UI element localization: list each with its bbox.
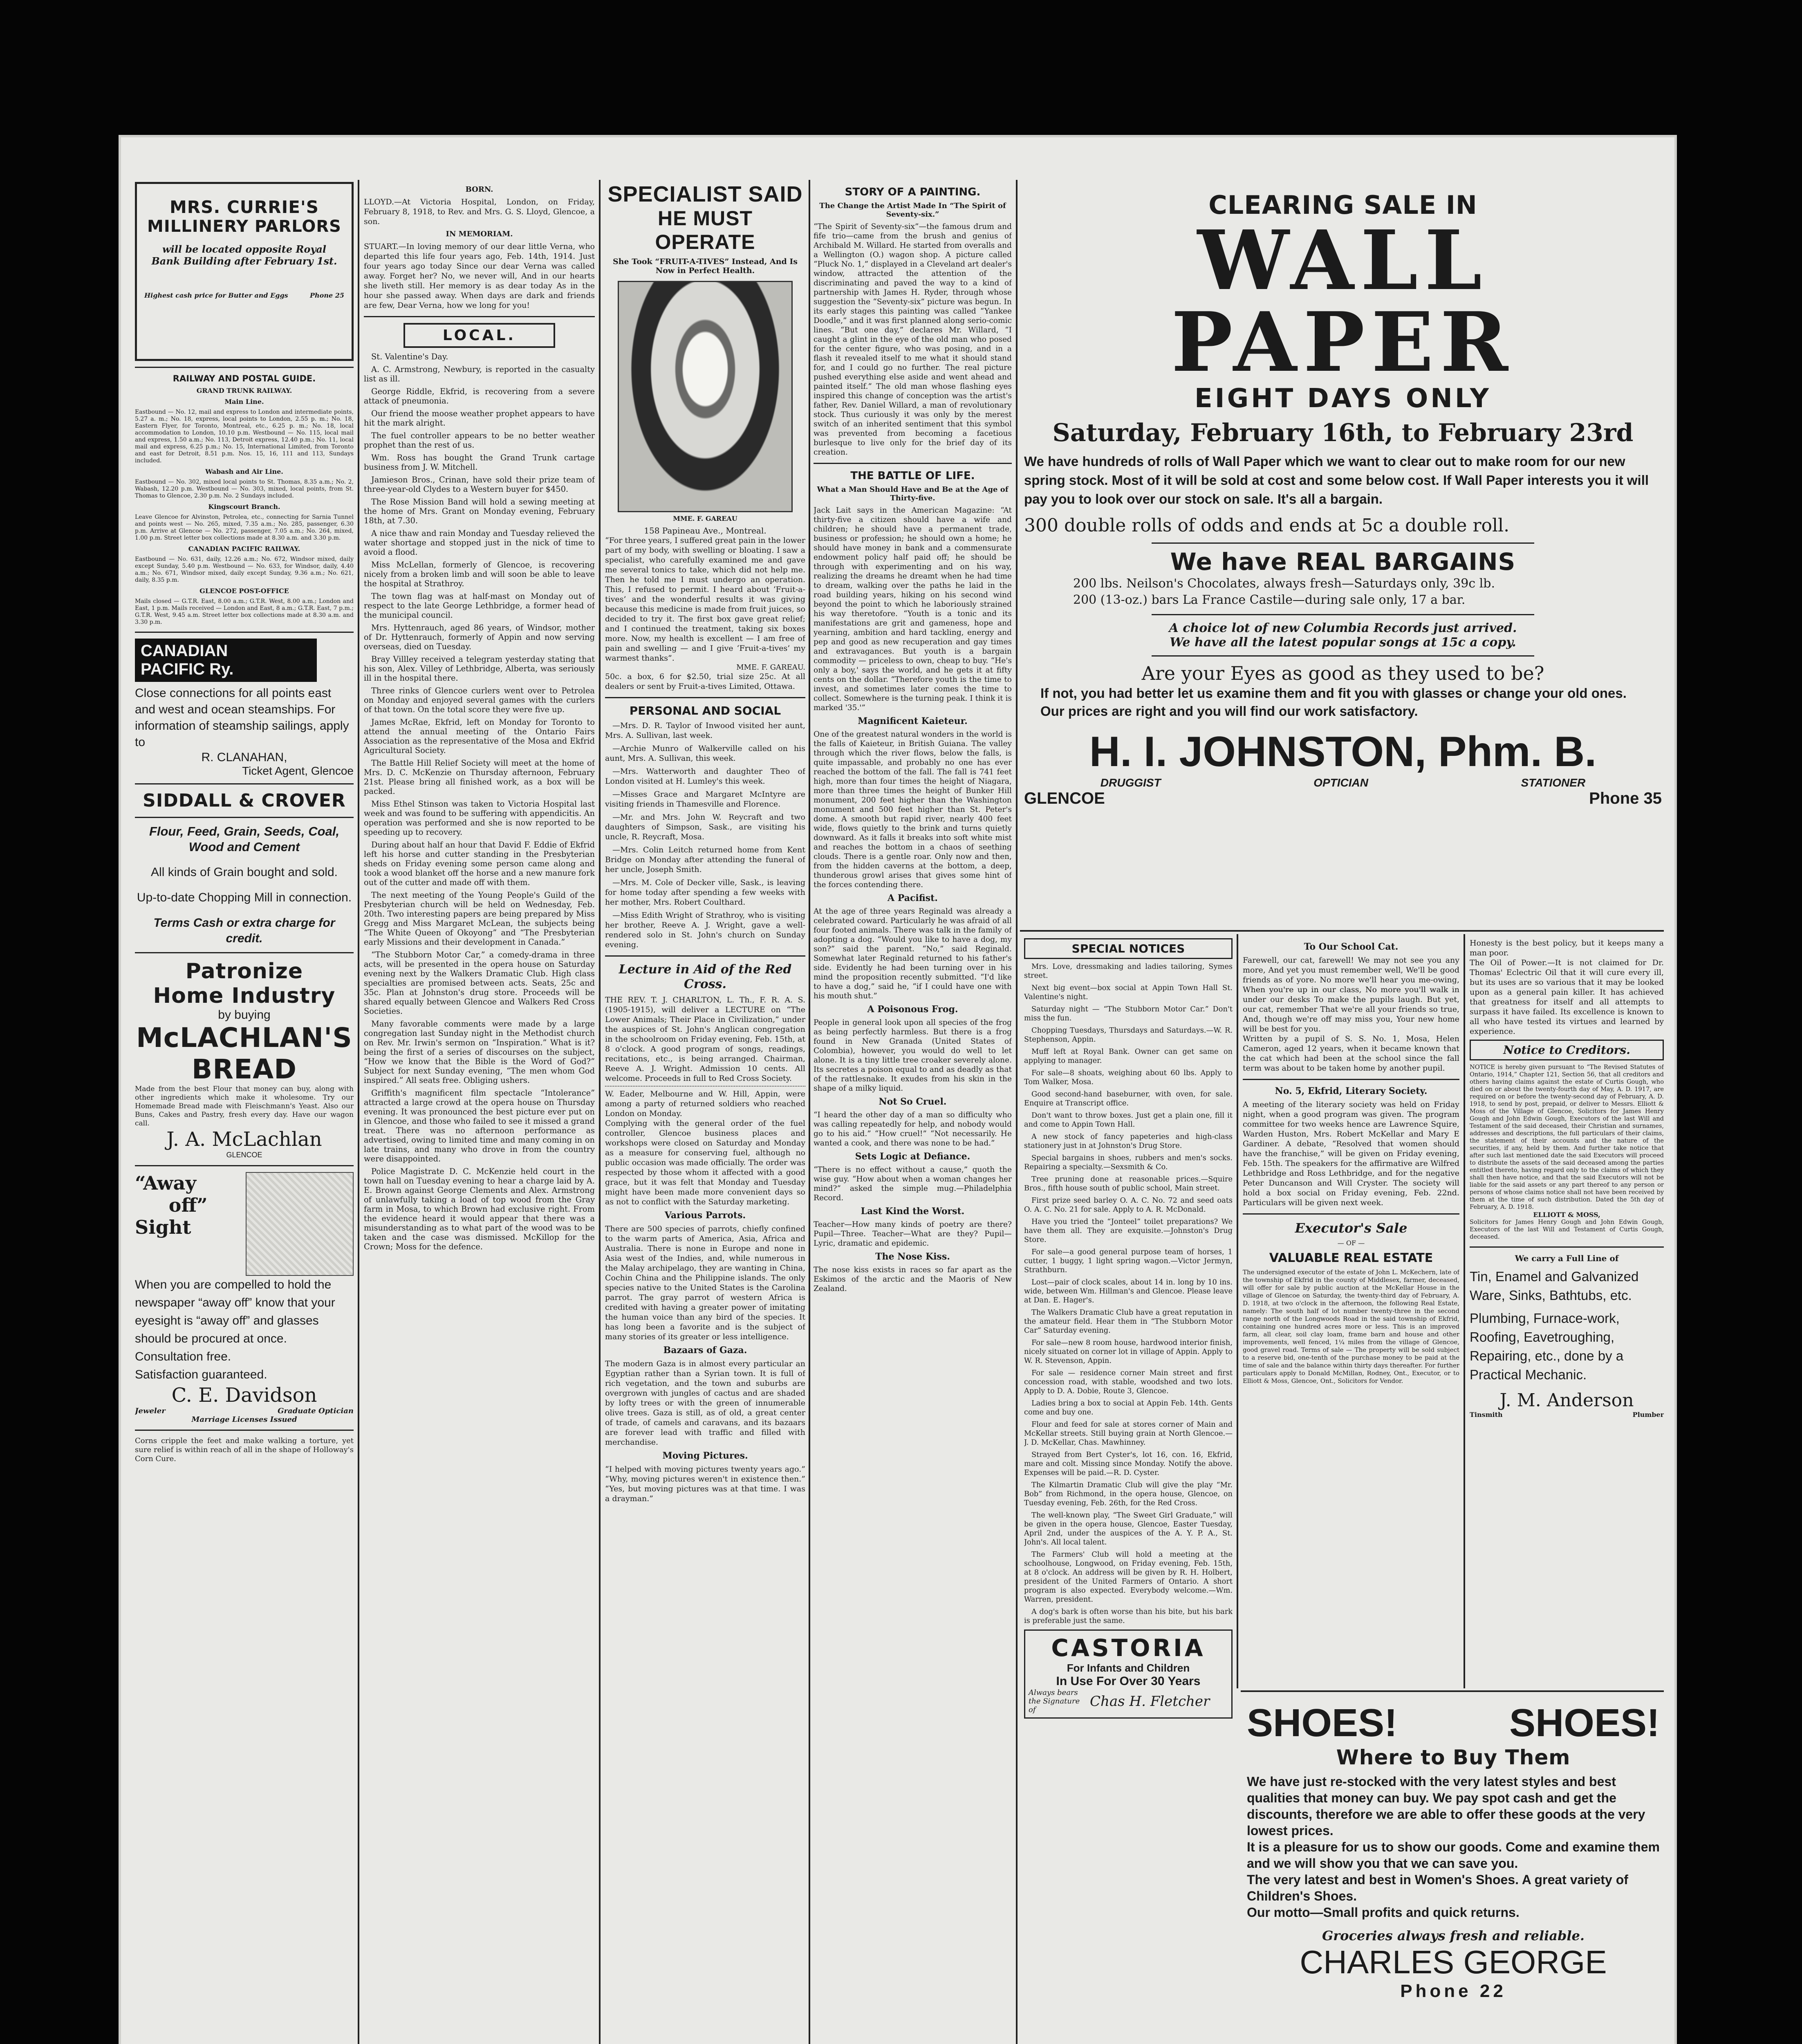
section-subheading: GRAND TRUNK RAILWAY. <box>196 387 292 394</box>
ad-text: Flour, Feed, Grain, Seeds, Coal, Wood and Cement <box>149 824 340 854</box>
divider <box>135 817 354 818</box>
section-heading: The Nose Kiss. <box>875 1251 950 1262</box>
local-news-item: Bray Villley received a telegram yesterday stating that his son, Alex. Villey of Lethbridge, Alberta, was seriously ill in the hospital there. <box>364 654 595 683</box>
article-text: Eastbound — No. 631, daily, 12.26 a.m.; No. 672, Windsor mixed, daily except Sunday, 5.40 p.m. Westbound — No. 633, for Windsor, daily, 4.40 a.m.; No. 671, Windsor mixed, daily except Sunday, 9.36 a.m.; No. 621, daily, 8.35 p.m. <box>135 556 354 583</box>
article-text: Eastbound — No. 12, mail and express to London and intermediate points, 5.27 a. m.; No. 18, express, local points to London, 2.55 p. m.; No. 18, Eastern Flyer, for Toronto, Montreal, etc., 6.25 p. m.; No. 18, local accommodation to London, 10.10 p.m. Westbound — No. 115, local mail and express, 1.50 a.m.; No. 113, Detroit express, 12.40 p.m.; No. 11, local mail and express, 6.25 p.m.; No. 15, International Limited, from Toronto and east for Detroit, 8.51 p.m. Nos. 15, 16, 111 and 113, Sundays included. <box>135 409 354 464</box>
column-2 <box>364 182 595 2044</box>
special-notice-item: Strayed from Bert Cyster's, lot 16, con. 16, Ekfrid, mare and colt. Missing since Monday. Notify the above. Expenses will be paid.—R. D. Cyster. <box>1024 1450 1233 1477</box>
section-heading: Executor's Sale <box>1295 1220 1408 1236</box>
local-news-item: Jamieson Bros., Crinan, have sold their prize team of three-year-old Clydes to a Western buyer for $450. <box>364 475 595 494</box>
article-text: W. Eader, Melbourne and W. Hill, Appin, were among a party of returned soldiers who reached London on Monday. <box>605 1089 805 1118</box>
column-rule <box>1237 934 1238 1688</box>
poem-text: Farewell, our cat, farewell! We may not see you any more, And yet you must remember well, We'll be good friends as of yore. No more we'll hear you me-owing, When you're up in our class, No more you'll walk in under our desks To make the pupils laugh. But yet, our cat, remember That we're all your friends so true, And, though we're off may miss you, Your new home will be best for you. <box>1243 956 1459 1033</box>
local-news-item: A. C. Armstrong, Newbury, is reported in the casualty list as ill. <box>364 365 595 383</box>
section-heading: STORY OF A PAINTING. <box>845 186 981 198</box>
merchant-town: GLENCOE <box>226 1151 262 1159</box>
merchant-role: STATIONER <box>1521 776 1586 789</box>
local-news-list <box>364 352 595 1251</box>
divider <box>605 955 805 957</box>
photo-caption: MME. F. GAREAU <box>673 515 737 522</box>
ad-text: Always bears the Signature of <box>1029 1688 1080 1714</box>
section-heading: Not So Cruel. <box>879 1096 947 1107</box>
local-news-item: Griffith's magnificent film spectacle “Intolerance” attracted a large crowd at the opera house on Thursday evening. It was pronounced the best picture ever put on in Glencoe, and those who failed to see it missed a grand treat. There was no afternoon performance as advertised, owing to limited time and many coming in on late trains, and many who drove in from the country were disappointed. <box>364 1088 595 1163</box>
man-reading-newspaper-illustration <box>246 1172 354 1276</box>
local-news-item: Mrs. Hyttenrauch, aged 86 years, of Windsor, mother of Dr. Hyttenrauch, formerly of Appin and now serving overseas, died on Tuesday. <box>364 623 595 651</box>
local-news-item: St. Valentine's Day. <box>371 352 448 361</box>
section-heading: IN MEMORIAM. <box>446 230 513 238</box>
legal-notice-text: NOTICE is hereby given pursuant to “The Revised Statutes of Ontario, 1914,” Chapter 121, Section 56, that all creditors and others having claims against the estate of Curtis Gough, who died on or about the twenty-fourth day of May, A. D. 1917, are required on or before the twenty-second day of February, A. D. 1918, to send by post, prepaid, or deliver to Messrs. Elliott & Moss of the Village of Glencoe, Solicitors for James Henry Gough and John Edwin Gough, Executors of the last Will and Testament of the said deceased, their Christian and surnames, addresses and descriptions, the full particulars of their claims, the statement of their accounts and the nature of the securities, if any, held by them. And further take notice that after such last mentioned date the said Executors will proceed to distribute the assets of the said deceased among the parties entitled thereto, having regard only to the claims of which they shall then have notice, and that the said Executors will not be liable for the said assets or any part thereof to any person or persons of whose claims notice shall not have been received by them at the time of such distribution. Dated the 5th day of February, A. D. 1918. <box>1470 1064 1664 1210</box>
ad-text: Close connections for all points east and west and ocean steamships. For information of steamship sailings, apply to <box>135 686 349 749</box>
merchant-town: GLENCOE <box>1024 789 1105 807</box>
section-subheading: Wabash and Air Line. <box>205 468 283 475</box>
bargain-item: 200 (13-oz.) bars La France Castile—during sale only, 17 a bar. <box>1073 593 1466 607</box>
ad-heading: EIGHT DAYS ONLY <box>1195 383 1491 414</box>
personal-news-item: —Mrs. Colin Leitch returned home from Kent Bridge on Monday after attending the funeral of her uncle, Joseph Smith. <box>605 845 805 874</box>
column-8 <box>1470 938 1664 1686</box>
bargain-item: 200 lbs. Neilson's Chocolates, always fresh—Saturdays only, 39c lb. <box>1073 576 1495 591</box>
sale-dates: Saturday, February 16th, to February 23rd <box>1052 419 1634 447</box>
ad-text: The very latest and best in Women's Shoes. A great variety of Children's Shoes. <box>1247 1872 1628 1903</box>
personal-news-item: —Mr. and Mrs. John W. Reycraft and two daughters of Simpson, Sask., are visiting his uncle, R. Reycraft, Mosa. <box>605 813 805 841</box>
article-text: Mails closed — G.T.R. East, 8.00 a.m.; G.T.R. West, 8.00 a.m.; London and East, 1 p.m. Mails received — London and East, 8 a.m.; G.T.R. East, 7 p.m.; G.T.R. West, 9.45 a.m. Street letter box collections made at 8.30 a.m. and 3.30 p.m. <box>135 598 354 625</box>
local-news-item: Three rinks of Glencoe curlers went over to Petrolea on Monday and enjoyed several games with the curlers of that town. On the total score they were five up. <box>364 686 595 714</box>
personal-news-list <box>605 721 805 950</box>
article-text: The undersigned executor of the estate of John L. McKechern, late of the township of Ekfrid in the county of Middlesex, farmer, deceased, will offer for sale by public auction at the McKellar House in the village of Glencoe on Saturday, the twenty-third day of February, A. D. 1918, at two o'clock in the afternoon, the following Real Estate, namely: The south half of lot number twenty-three in the second range north of the Longwoods Road in the said township of Ekfrid, containing one hundred acres more or less. This is an improved farm, all clear, soil clay loam, frame barn and house and other improvements, well fenced, 1¼ miles from the village of Glencoe, good gravel road. Terms of sale — The property will be sold subject to a reserve bid, one-tenth of the purchase money to be paid at the time of sale and the balance within thirty days thereafter. For further particulars apply to Donald McMillan, Rodney, Ont., Executor, or to Elliott & Moss, Glencoe, Ont., Solicitors for Vendor. <box>1243 1269 1459 1385</box>
merchant-role: Tinsmith <box>1470 1411 1503 1419</box>
article-text: One of the greatest natural wonders in the world is the falls of Kaieteur, in British Guiana. The valley through which the river flows, below the falls, is quite impassable, and probably no one has ever reached the bottom of the fall. The fall is 741 feet high, more than four times the height of Niagara, more than three times the height of Bunker Hill monument, 200 feet higher than the Washington monument and 500 feet higher than St. Peter's dome. A smooth but rapid river, nearly 400 feet wide, flows quietly to the brink and turns quietly downward. As it falls it breaks into soft white mist and reaches the bottom in a chaos of seething clouds. There is a gentle roar. Only now and then, from the hidden caverns at the bottom, a deep, thunderous growl arises that gives some hint of the forces contending there. <box>814 730 1012 889</box>
article-text: “I heard the other day of a man so difficulty who was calling repeatedly for help, and nobody would go to his aid.” “How cruel!” “Not necessarily. He wanted a cook, and there was none to be had.” <box>814 1111 1012 1148</box>
ad-subheading: She Took “FRUIT-A-TIVES” Instead, And Is Now in Perfect Health. <box>613 257 798 275</box>
merchant-role: Plumber <box>1632 1411 1664 1419</box>
ad-heading: We carry a Full Line of <box>1515 1253 1619 1263</box>
section-heading: Various Parrots. <box>664 1210 746 1221</box>
article-text: A meeting of the literary society was held on Friday night, when a good program was given. The program committee for two weeks hence are Lawrence Squire, Warden Huston, Mrs. Robert McKellar and Mary E Gardiner. A debate, “Resolved that women should have the franchise,” will be given on Friday evening, Feb. 15th. The speakers for the affirmative are Wilfred Lethbridge and Ross Lethbridge, and for the negative Peter Duncanson and Will Cryster. The society will hold a box social on Friday evening, Feb. 22nd. Particulars will be given next week. <box>1243 1100 1459 1207</box>
merchant-name: H. I. JOHNSTON, Phm. B. <box>1089 728 1597 775</box>
special-notice-item: Flour and feed for sale at stores corner of Main and McKellar streets. Still buying grain at North Glencoe.—J. D. McKellar, Chas. Mawhinney. <box>1024 1420 1233 1447</box>
woman-portrait-photo <box>618 281 792 512</box>
section-subheading: Main Line. <box>224 398 264 406</box>
section-heading: Lecture in Aid of the Red Cross. <box>619 962 792 991</box>
merchant-phone: Phone 22 <box>1400 1981 1506 2001</box>
merchant-name: J. M. Anderson <box>1499 1390 1634 1411</box>
section-subheading: What a Man Should Have and Be at the Age of Thirty-five. <box>817 485 1009 502</box>
personal-news-item: —Archie Munro of Walkerville called on his aunt, Mrs. A. Sullivan, this week. <box>605 744 805 763</box>
ad-text: will be located opposite Royal Bank Building after February 1st. <box>151 243 337 267</box>
column-rule <box>1016 180 1018 2044</box>
divider <box>1020 930 1664 932</box>
ad-heading: Where to Buy Them <box>1336 1746 1571 1769</box>
personal-news-item: —Miss Edith Wright of Strathroy, who is visiting her brother, Reeve A. J. Wright, gave a well-rendered solo in St. John's church on Sunday evening. <box>605 911 805 949</box>
ad-text: We have all the latest popular songs at 15c a copy. <box>1170 635 1516 650</box>
merchant-role: Marriage Licenses Issued <box>191 1415 297 1424</box>
local-news-item: Many favorable comments were made by a large congregation last Sunday night in the Methodist church on Rev. Mr. Irwin's sermon on “Inspiration.” What is it? being the first of a series of discourses on the subject, “How we know that the Bible is the Word of God?” Subject for next Sunday evening, “The men whom God inspired.” All seats free. Obliging ushers. <box>364 1019 595 1085</box>
merchant-name: J. A. McLachlan <box>166 1128 322 1151</box>
merchant-name: C. E. Davidson <box>171 1384 317 1407</box>
ad-text: All kinds of Grain bought and sold. <box>151 865 338 879</box>
column-4 <box>814 182 1012 2044</box>
merchant-role: Graduate Optician <box>278 1407 354 1415</box>
ad-text: If not, you had better let us examine them and fit you with glasses or change your old ones. Our prices are right and you will find our work satisfactory. <box>1040 686 1627 719</box>
merchant-role: Jeweler <box>135 1407 166 1415</box>
divider <box>1152 542 1534 544</box>
section-heading: Notice to Creditors. <box>1503 1043 1630 1057</box>
ad-text: Plumbing, Furnace-work, Roofing, Eavetroughing, Repairing, etc., done by a Practical Mechanic. <box>1470 1311 1624 1382</box>
local-news-item: A nice thaw and rain Monday and Tuesday relieved the water shortage and stopped just in the nick of time to avoid a flood. <box>364 529 595 557</box>
article-text: LLOYD.—At Victoria Hospital, London, on Friday, February 8, 1918, to Rev. and Mrs. G. S. Lloyd, Glencoe, a son. <box>364 197 595 226</box>
local-news-item: The Rose Mission Band will hold a sewing meeting at the home of Mrs. Grant on Monday evening, February 18th, at 7.30. <box>364 497 595 525</box>
special-notice-item: Saturday night — “The Stubborn Motor Car.” Don't miss the fun. <box>1024 1005 1233 1022</box>
personal-news-item: —Mrs. Watterworth and daughter Theo of London visited at H. Lumley's this week. <box>605 767 805 786</box>
section-heading: Bazaars of Gaza. <box>663 1345 747 1356</box>
ad-headline: WALL PAPER <box>1171 213 1515 390</box>
ad-title: MILLINERY PARLORS <box>147 217 341 236</box>
article-text: Jack Lait says in the American Magazine: “At thirty-five a citizen should have a wife and children; he should have a permanent trade, business or profession; he should own a home; he should have money in bank and a commensurate endowment policy half paid off; he should be through with experimenting and on his way, realizing the dreams he dreamt when he had time to dream, walking over the paths he laid in the road building years, hiking on his second wind beyond the point to which he laboriously strained his way theretofore. “Youth is a tonic and its manifestations are grit and gameness, hope and yearning, ambition and hard tackling, energy and pep and good as new recuperation and gay times and extravagances. But youth is a bargain commodity — priceless to own, cheap to buy. “He's only a boy,' says the world, and he gets it at fifty cents on the dollar. “Therefore youth is the time to invest, and sometimes later comes the time to collect. Somewhere is the turning peak. I think it is marked '35.'” <box>814 506 1012 712</box>
siddall-title: SIDDALL & CROVER <box>143 790 346 811</box>
section-subheading: The Change the Artist Made In “The Spirit of Seventy-six.” <box>819 202 1006 219</box>
divider <box>605 697 805 698</box>
article-text: Corns cripple the feet and make walking a torture, yet sure relief is within reach of all in the shape of Holloway's Corn Cure. <box>135 1437 354 1463</box>
article-text: Eastbound — No. 302, mixed local points to St. Thomas, 8.35 a.m.; No. 2, Wabash, 12.20 p.m. Westbound — No. 303, mixed, local points, from St. Thomas to Glencoe, 2.30 p.m. No. 2 Sundays included. <box>135 479 354 499</box>
special-notice-item: The Farmers' Club will hold a meeting at the schoolhouse, Longwood, on Friday evening, Feb. 15th, at 8 o'clock. An address will be given by R. H. Holbert, president of the United Farmers of Ontario. A short program is also expected. Everybody welcome.—Wm. Warren, president. <box>1024 1550 1233 1604</box>
special-notice-item: Mrs. Love, dressmaking and ladies tailoring, Symes street. <box>1024 962 1233 980</box>
ad-text: 300 double rolls of odds and ends at 5c a double roll. <box>1024 515 1510 536</box>
local-news-item: The town flag was at half-mast on Monday out of respect to the late George Lethbridge, a former head of the municipal council. <box>364 592 595 620</box>
merchant-name: CHARLES GEORGE <box>1300 1944 1607 1980</box>
ad-title: BREAD <box>191 1053 297 1085</box>
special-notice-item: Good second-hand baseburner, with oven, for sale. Enquire at Transcript office. <box>1024 1090 1233 1107</box>
special-notice-item: Chopping Tuesdays, Thursdays and Saturdays.—W. R. Stephenson, Appin. <box>1024 1026 1233 1044</box>
column-7 <box>1243 938 1459 1686</box>
section-subheading: — OF — <box>1337 1239 1365 1247</box>
section-heading: Last Kind the Worst. <box>861 1206 965 1217</box>
section-subheading: GLENCOE POST-OFFICE <box>199 587 289 595</box>
column-rule <box>809 180 810 2044</box>
section-subheading: CANADIAN PACIFIC RAILWAY. <box>188 545 300 553</box>
section-heading: Moving Pictures. <box>662 1450 748 1461</box>
merchant-phone: Phone 35 <box>1589 789 1662 807</box>
article-text: Complying with the general order of the fuel controller, Glencoe business places and workshops were closed on Saturday and Monday as a measure for conserving fuel, although no public occasion was made officially. The order was respected by those whom it affected with a good grace, but it was felt that Monday and Tuesday might have been made more convenient days so as not to conflict with the Saturday marketing. <box>605 1119 805 1206</box>
merchant-roles <box>1024 776 1662 789</box>
special-notice-item: Tree pruning done at reasonable prices.—Squire Bros., fifth house south of public school, Main street. <box>1024 1175 1233 1192</box>
section-heading: A Pacifist. <box>888 893 938 903</box>
divider <box>135 632 354 633</box>
local-news-item: Our friend the moose weather prophet appears to have hit the mark alright. <box>364 409 595 428</box>
ad-headline: CASTORIA <box>1051 1634 1206 1662</box>
divider <box>135 783 354 784</box>
logo-text: PACIFIC Ry. <box>141 660 234 678</box>
ad-headline: SHOES! <box>1509 1701 1660 1745</box>
local-news-item: Miss Ethel Stinson was taken to Victoria Hospital last week and was found to be suffering with appendicitis. An operation was performed and she is now reported to be speeding up to recovery. <box>364 799 595 837</box>
ad-text: Our motto—Small profits and quick returns. <box>1247 1905 1520 1920</box>
section-heading: BORN. <box>465 185 493 194</box>
ad-text: Made from the best Flour that money can buy, along with other ingredients which make it wholesome. Try our Homemade Bread made with Fleischmann's Yeast. Also our Buns, Cakes and Pastry, fresh every day. Have our wagon call. <box>135 1085 354 1127</box>
column-rule <box>358 180 359 2044</box>
johnston-wallpaper-ad <box>1024 182 1662 930</box>
testimonial-signature: MME. F. GAREAU. <box>736 663 805 672</box>
ad-footer: Highest cash price for Butter and Eggs <box>144 291 288 299</box>
divider <box>1241 1690 1664 1692</box>
legal-notice-firm: ELLIOTT & MOSS, <box>1533 1211 1600 1219</box>
divider <box>1243 1213 1459 1215</box>
local-news-item: Miss McLellan, formerly of Glencoe, is recovering nicely from a broken limb and will soon be able to leave the hospital at Strathroy. <box>364 560 595 588</box>
divider <box>135 1430 354 1431</box>
special-notice-item: For sale — residence corner Main street and first concession road, with stable, woodshed and two lots. Apply to D. A. Dobie, Route 3, Glencoe. <box>1024 1369 1233 1395</box>
agent-title: Ticket Agent, Glencoe <box>242 764 354 777</box>
section-heading: SPECIAL NOTICES <box>1071 942 1185 955</box>
article-text: THE REV. T. J. CHARLTON, L. Th., F. R. A. S. (1905-1915), will deliver a LECTURE on “The Lower Animals; Their Place in Civilization,” under the auspices of St. John's Anglican congregation in the schoolroom on Friday evening, Feb. 15th, at 8 o'clock. A good program of songs, readings, recitations, etc., is being arranged. Chairman, Reeve A. J. Wright. Admission 10 cents. All welcome. Proceeds in full to Red Cross Society. <box>605 995 805 1083</box>
merchant-role: DRUGGIST <box>1100 776 1161 789</box>
ad-text: When you are compelled to hold the newspaper “away off” know that your eyesight is “away off” and glasses should be procured at once. <box>135 1278 335 1345</box>
divider <box>135 367 354 368</box>
ad-phone: Phone 25 <box>310 291 344 299</box>
section-heading: RAILWAY AND POSTAL GUIDE. <box>173 374 316 383</box>
ad-text: For Infants and Children <box>1067 1662 1190 1674</box>
article-text: The nose kiss exists in races so far apart as the Eskimos of the arctic and the Maoris of New Zealand. <box>814 1266 1012 1293</box>
local-news-item: “The Stubborn Motor Car,” a comedy-drama in three acts, will be presented in the opera house on Saturday evening next by the Walkers Dramatic Club. High class specialties are promised between acts. Seats, 25c and 35c. Plan at Johnston's drug store. Proceeds will be shared equally between Glencoe and Walkers Red Cross Societies. <box>364 950 595 1016</box>
special-notice-item: First prize seed barley O. A. C. No. 72 and seed oats O. A. C. No. 21 for sale. Apply to A. R. McDonald. <box>1024 1196 1233 1214</box>
legal-notice-signature: Solicitors for James Henry Gough and John Edwin Gough, Executors of the last Will and Testament of Curtis Gough, deceased. <box>1470 1219 1664 1240</box>
ad-title: Sight <box>135 1216 191 1238</box>
ad-text: A choice lot of new Columbia Records just arrived. <box>1169 621 1517 635</box>
section-subheading: Kingscourt Branch. <box>208 503 280 511</box>
article-text: There are 500 species of parrots, chiefly confined to the warm parts of America, Asia, Africa and Australia. There is none in Europe and none in Asia west of the Indies, and, while numerous in the Malay archipelago, they are wanting in China, Cochin China and the Philippine islands. The only species native to the United States is the Carolina parrot. The gray parrot of western Africa is credited with having a greater power of imitating the human voice than any bird of the species. It has long been a favorite and is the subject of many stories of its greater or less intelligence. <box>605 1224 805 1341</box>
special-notice-item: The Walkers Dramatic Club have a great reputation in the amateur field. Hear them in “The Stubborn Motor Car” Saturday evening. <box>1024 1308 1233 1335</box>
section-heading: Sets Logic at Defiance. <box>855 1151 970 1162</box>
divider <box>814 463 1012 464</box>
special-notice-item: For sale—a good general purpose team of horses, 1 cutter, 1 buggy, 1 light spring wagon.—Victor Jermyn, Strathburn. <box>1024 1248 1233 1274</box>
article-text: The Oil of Power.—It is not claimed for Dr. Thomas' Eclectric Oil that it will cure every ill, but its uses are so various that it may be looked upon as a general pain killer. It has achieved that greatness for itself and all attempts to surpass it have failed. Its excellence is known to all who have tested its virtues and learned by experience. <box>1470 958 1664 1036</box>
ad-text: Satisfaction guaranteed. <box>135 1368 267 1381</box>
ad-text: In Use For Over 30 Years <box>1056 1674 1201 1688</box>
logo-text: CANADIAN <box>141 642 228 660</box>
section-heading: No. 5, Ekfrid, Literary Society. <box>1275 1086 1428 1096</box>
personal-news-item: —Mrs. M. Cole of Decker ville, Sask., is leaving for home today after spending a few weeks with her mother, Mrs. Robert Coulthard. <box>605 878 805 907</box>
ad-title: Patronize <box>185 959 303 984</box>
local-news-item: The Battle Hill Relief Society will meet at the home of Mrs. D. C. McKenzie on Thursday afternoon, February 21st. Please bring all finished work, as a box will be packed. <box>364 758 595 796</box>
divider <box>135 952 354 953</box>
article-text: Honesty is the best policy, but it keeps many a man poor. <box>1470 939 1664 957</box>
article-text: Teacher—How many kinds of poetry are there? Pupil—Three. Teacher—What are they? Pupil—Lyric, dramatic and epidemic. <box>814 1220 1012 1248</box>
merchant-role: OPTICIAN <box>1313 776 1368 789</box>
local-news-item: Police Magistrate D. C. McKenzie held court in the town hall on Tuesday evening to hear a charge laid by A. E. Brown against George Clements and Alex. Armstrong of unlawfully taking a load of top wood from the Gray farm in Mosa, to which Brown had exclusive right. From the evidence heard it would appear that there was a misunderstanding as to what part of the wood was to be taken and the case was dismissed. McKillop for the Crown; Moss for the defence. <box>364 1167 595 1251</box>
special-notice-item: The Kilmartin Dramatic Club will give the play “Mr. Bob” from Richmond, in the opera house, Glencoe, on Tuesday evening, Feb. 26th, for the Red Cross. <box>1024 1481 1233 1507</box>
special-notices-column <box>1024 938 1233 2044</box>
divider <box>1243 1079 1459 1080</box>
ad-text: Terms Cash or extra charge for credit. <box>153 916 335 945</box>
testimonial-text: “For three years, I suffered great pain in the lower part of my body, with swelling or bloating. I saw a specialist, who carefully examined me and gave me several tonics to take, which did not help me. Then he told me I must undergo an operation. This, I refused to permit. I heard about ‘Fruit-a-tives’ and the wonderful results it was giving because this medicine is made from fruit juices, so decided to try it. The first box gave great relief; and I continued the treatment, taking six boxes more. Now, my health is excellent — I am free of pain and swelling — and I give ‘Fruit-a-tives’ my warmest thanks”. <box>605 536 805 663</box>
special-notice-item: For sale—8 shoats, weighing about 60 lbs. Apply to Tom Walker, Mosa. <box>1024 1069 1233 1086</box>
local-news-item: James McRae, Ekfrid, left on Monday for Toronto to attend the annual meeting of the Ontario Fairs Association as the representative of the Mosa and Ekfrid Agricultural Society. <box>364 717 595 755</box>
local-banner <box>403 323 555 348</box>
price-text: 50c. a box, 6 for $2.50, trial size 25c. At all dealers or sent by Fruit-a-tives Limited, Ottawa. <box>605 672 805 691</box>
column-1 <box>135 182 354 2044</box>
agent-name: R. CLANAHAN, <box>201 751 287 764</box>
section-heading: THE BATTLE OF LIFE. <box>850 470 975 482</box>
ad-text: It is a pleasure for us to show our goods. Come and examine them and we will show you that we can save you. <box>1247 1840 1660 1871</box>
special-notices-list <box>1024 962 1233 1625</box>
ad-text: We have hundreds of rolls of Wall Paper which we want to clear out to make room for our new spring stock. Most of it will be sold at cost and some below cost. If Wall Paper interests you it will pay you to look over our stock on sale. It's all a bargain. <box>1024 454 1649 507</box>
ad-text: by buying <box>218 1008 271 1022</box>
local-news-item: During about half an hour that David F. Eddie of Ekfrid left his horse and cutter standing in the Presbyterian sheds on Friday evening some person came along and took a wood blanket off the horse and a new manure fork out of the cutter and made off with them. <box>364 840 595 887</box>
local-news-item: The fuel controller appears to be no better weather prophet than the rest of us. <box>364 431 595 450</box>
ad-heading: Are your Eyes as good as they used to be? <box>1141 662 1544 684</box>
local-news-item: Wm. Ross has bought the Grand Trunk cartage business from J. W. Mitchell. <box>364 453 595 472</box>
section-heading: Magnificent Kaieteur. <box>858 716 968 726</box>
ad-title: MRS. CURRIE'S <box>170 197 319 217</box>
section-heading: VALUABLE REAL ESTATE <box>1269 1251 1433 1265</box>
section-heading: PERSONAL AND SOCIAL <box>629 704 781 717</box>
special-notice-item: Lost—pair of clock scales, about 14 in. long by 10 ins. wide, between Wm. Hillman's and Glencoe. Please leave at Dan. E. Hager's. <box>1024 1278 1233 1304</box>
section-heading: LOCAL. <box>442 327 516 344</box>
ad-headline: SPECIALIST SAID <box>607 182 803 206</box>
article-text: At the age of three years Reginald was already a celebrated coward. Particularly he was afraid of all four footed animals. There was talk in the family of adopting a dog. “Would you like to have a dog, my son?” said the parent. “No,” said Reginald. Somewhat later Reginald returned to his father's side. Evidently he had been turning over in his mind the proposition recently submitted. “I'd like to have a dog,” said he, “if I could have one with his mouth shut.” <box>814 907 1012 1000</box>
article-text: “The Spirit of Seventy-six”—the famous drum and fife trio—came from the brush and genius of Archibald M. Willard. He started from overalls and a Wellington (O.) wagon shop. A picture called “Pluck No. 1,” displayed in a Cleveland art dealer's window, attracted the attention of the discriminating and paved the way to a kind of partnership with James H. Ryder, through whose suggestion the “Seventy-six” picture was begun. In its early stages this painting was called “Yankee Doodle,” and it was first planned along serio-comic lines. “But one day,” declares Mr. Willard, “I caught a glint in the eye of the old man who posed for the center figure, who was posing, and in a flash it revealed itself to me what it should stand for, and I could go no further. The real picture pushed everything else aside and went ahead and painted itself.” The old man whose flashing eyes inspired this change of conception was the artist's father, Rev. Daniel Willard, a man of revolutionary stock. Thus curiously it was only by the merest switch of an inherited sentiment that this symbol was prevented from becoming a facetious burlesque to live only for the brief day of its creation. <box>814 222 1012 457</box>
article-text: People in general look upon all species of the frog as being perfectly harmless. But there is a frog found in New Granada (United States of Colombia), however, you would do well to let alone. It is a tiny little tree croaker severely alone. Its secretes a poison equal to and as deadly as that of the rattlesnake. It exudes from his skin in the shape of a milky liquid. <box>814 1018 1012 1093</box>
article-text: “I helped with moving pictures twenty years ago.” “Why, moving pictures weren't in existence then.” “Yes, but moving pictures was at that time. I was a drayman.” <box>605 1465 805 1503</box>
ad-text: Consultation free. <box>135 1350 231 1363</box>
special-notice-item: Don't want to throw boxes. Just get a plain one, fill it and come to Appin Town Hall. <box>1024 1111 1233 1129</box>
cp-logo <box>135 639 317 682</box>
article-text: The modern Gaza is in almost every particular an Egyptian rather than a Syrian town. It is full of rich vegetation, and the town and suburbs are overgrown with jungles of cactus and are shaded by lofty trees or with the green of innumerable olive trees. Gaza is still, as of old, a great center of trade, of camels and caravans, and its bazaars are forever lead with traffic and filled with merchandise. <box>605 1359 805 1447</box>
currie-millinery-ad <box>135 182 354 361</box>
article-text: Leave Glencoe for Alvinston, Petrolea, etc., connecting for Sarnia Tunnel and points west — No. 265, mixed, 7.35 a.m.; No. 285, passenger, 6.30 p.m. Arrive at Glencoe — No. 272, passenger, 7.05 a.m.; No. 264, mixed, 1.00 p.m. Street letter box collections made at 8.30 a.m. and 3.30 p.m. <box>135 514 354 541</box>
fletcher-signature: Chas H. Fletcher <box>1090 1693 1210 1710</box>
personal-news-item: —Misses Grace and Margaret McIntyre are visiting friends in Thamesville and Florence. <box>605 790 805 809</box>
poem-title: To Our School Cat. <box>1304 941 1399 952</box>
address: 158 Papineau Ave., Montreal. <box>644 526 767 536</box>
castoria-ad <box>1024 1629 1233 1719</box>
article-text: “There is no effect without a cause,” quoth the wise guy. “How about when a woman changes her mind?” asked the simple mug.—Philadelphia Record. <box>814 1165 1012 1202</box>
ad-heading: We have REAL BARGAINS <box>1170 548 1516 576</box>
special-notice-item: The well-known play, “The Sweet Girl Graduate,” will be given in the opera house, Glencoe, Easter Tuesday, April 2nd, under the auspices of the A. Y. P. A., St. John's. All local talent. <box>1024 1511 1233 1546</box>
divider <box>1152 655 1534 657</box>
ad-headline: SHOES! <box>1247 1701 1398 1745</box>
divider <box>1470 1246 1664 1248</box>
ad-title: “Away <box>135 1172 197 1194</box>
ad-title: off” <box>168 1194 208 1216</box>
divider <box>364 316 595 317</box>
special-notice-item: For sale—new 8 room house, hardwood interior finish, nicely situated on corner lot in village of Appin. Apply to W. R. Stevenson, Appin. <box>1024 1338 1233 1365</box>
special-notice-item: Ladies bring a box to social at Appin Feb. 14th. Gents come and buy one. <box>1024 1399 1233 1416</box>
column-rule <box>599 180 601 2044</box>
ad-headline: HE MUST OPERATE <box>655 207 755 253</box>
special-notice-item: A new stock of fancy papeteries and high-class stationery just in at Johnston's Drug Store. <box>1024 1132 1233 1150</box>
section-heading: A Poisonous Frog. <box>867 1004 958 1015</box>
column-rule <box>1464 934 1465 1688</box>
newspaper-page <box>119 135 1677 2044</box>
special-notice-item: A dog's bark is often worse than his bite, but his bark is preferable just the same. <box>1024 1607 1233 1625</box>
ad-text: Up-to-date Chopping Mill in connection. <box>137 891 352 904</box>
personal-news-item: —Mrs. D. R. Taylor of Inwood visited her aunt, Mrs. A. Sullivan, last week. <box>605 721 805 740</box>
ad-title: McLACHLAN'S <box>136 1022 352 1053</box>
special-notice-item: Next big event—box social at Appin Town Hall St. Valentine's night. <box>1024 984 1233 1001</box>
special-notice-item: Have you tried the “Jonteel” toilet preparations? We have them all. They are exquisite.—Johnston's Drug Store. <box>1024 1217 1233 1244</box>
ad-title: Home Industry <box>153 984 336 1008</box>
ad-text: Groceries always fresh and reliable. <box>1322 1928 1585 1943</box>
ad-text: Tin, Enamel and Galvanized Ware, Sinks, Bathtubs, etc. <box>1470 1269 1639 1303</box>
local-news-item: George Riddle, Ekfrid, is recovering from a severe attack of pneumonia. <box>364 387 595 406</box>
special-notice-item: Muff left at Royal Bank. Owner can get same on applying to manager. <box>1024 1047 1233 1065</box>
divider <box>135 1165 354 1166</box>
article-text: Written by a pupil of S. S. No. 1, Mosa, Helen Cameron, aged 12 years, when it became known that the cat which had been at the school since the fall term was about to be taken home by another pupil. <box>1243 1034 1459 1073</box>
local-news-item: The next meeting of the Young People's Guild of the Presbyterian church will be held on Wednesday, Feb. 20th. Two interesting papers are being prepared by Miss Gregg and Miss Margaret McLean, the subjects being “The White Queen of Okoyong” and “The Presbyterian early Missions and their development in Canada.” <box>364 890 595 947</box>
article-text: STUART.—In loving memory of our dear little Verna, who departed this life four years ago, Feb. 14th, 1914. Just four years ago today Since our dear Verna was called away. Forget her? No, we never will, And in our hearts she liveth still. Her memory is as dear today As in the hour she passed away. When days are dark and friends are few, Dear Verna, how we long for you! <box>364 242 595 310</box>
divider <box>1152 614 1534 615</box>
ad-heading: CLEARING SALE IN <box>1208 190 1477 220</box>
shoes-ad <box>1247 1701 1660 2044</box>
ad-text: We have just re-stocked with the very latest styles and best qualities that money can buy. We pay spot cash and get the discounts, therefore we are able to offer these goods at the very lowest prices. <box>1247 1774 1645 1838</box>
column-3 <box>605 182 805 2044</box>
special-notice-item: Special bargains in shoes, rubbers and men's socks. Repairing a specialty.—Sexsmith & Co. <box>1024 1154 1233 1171</box>
